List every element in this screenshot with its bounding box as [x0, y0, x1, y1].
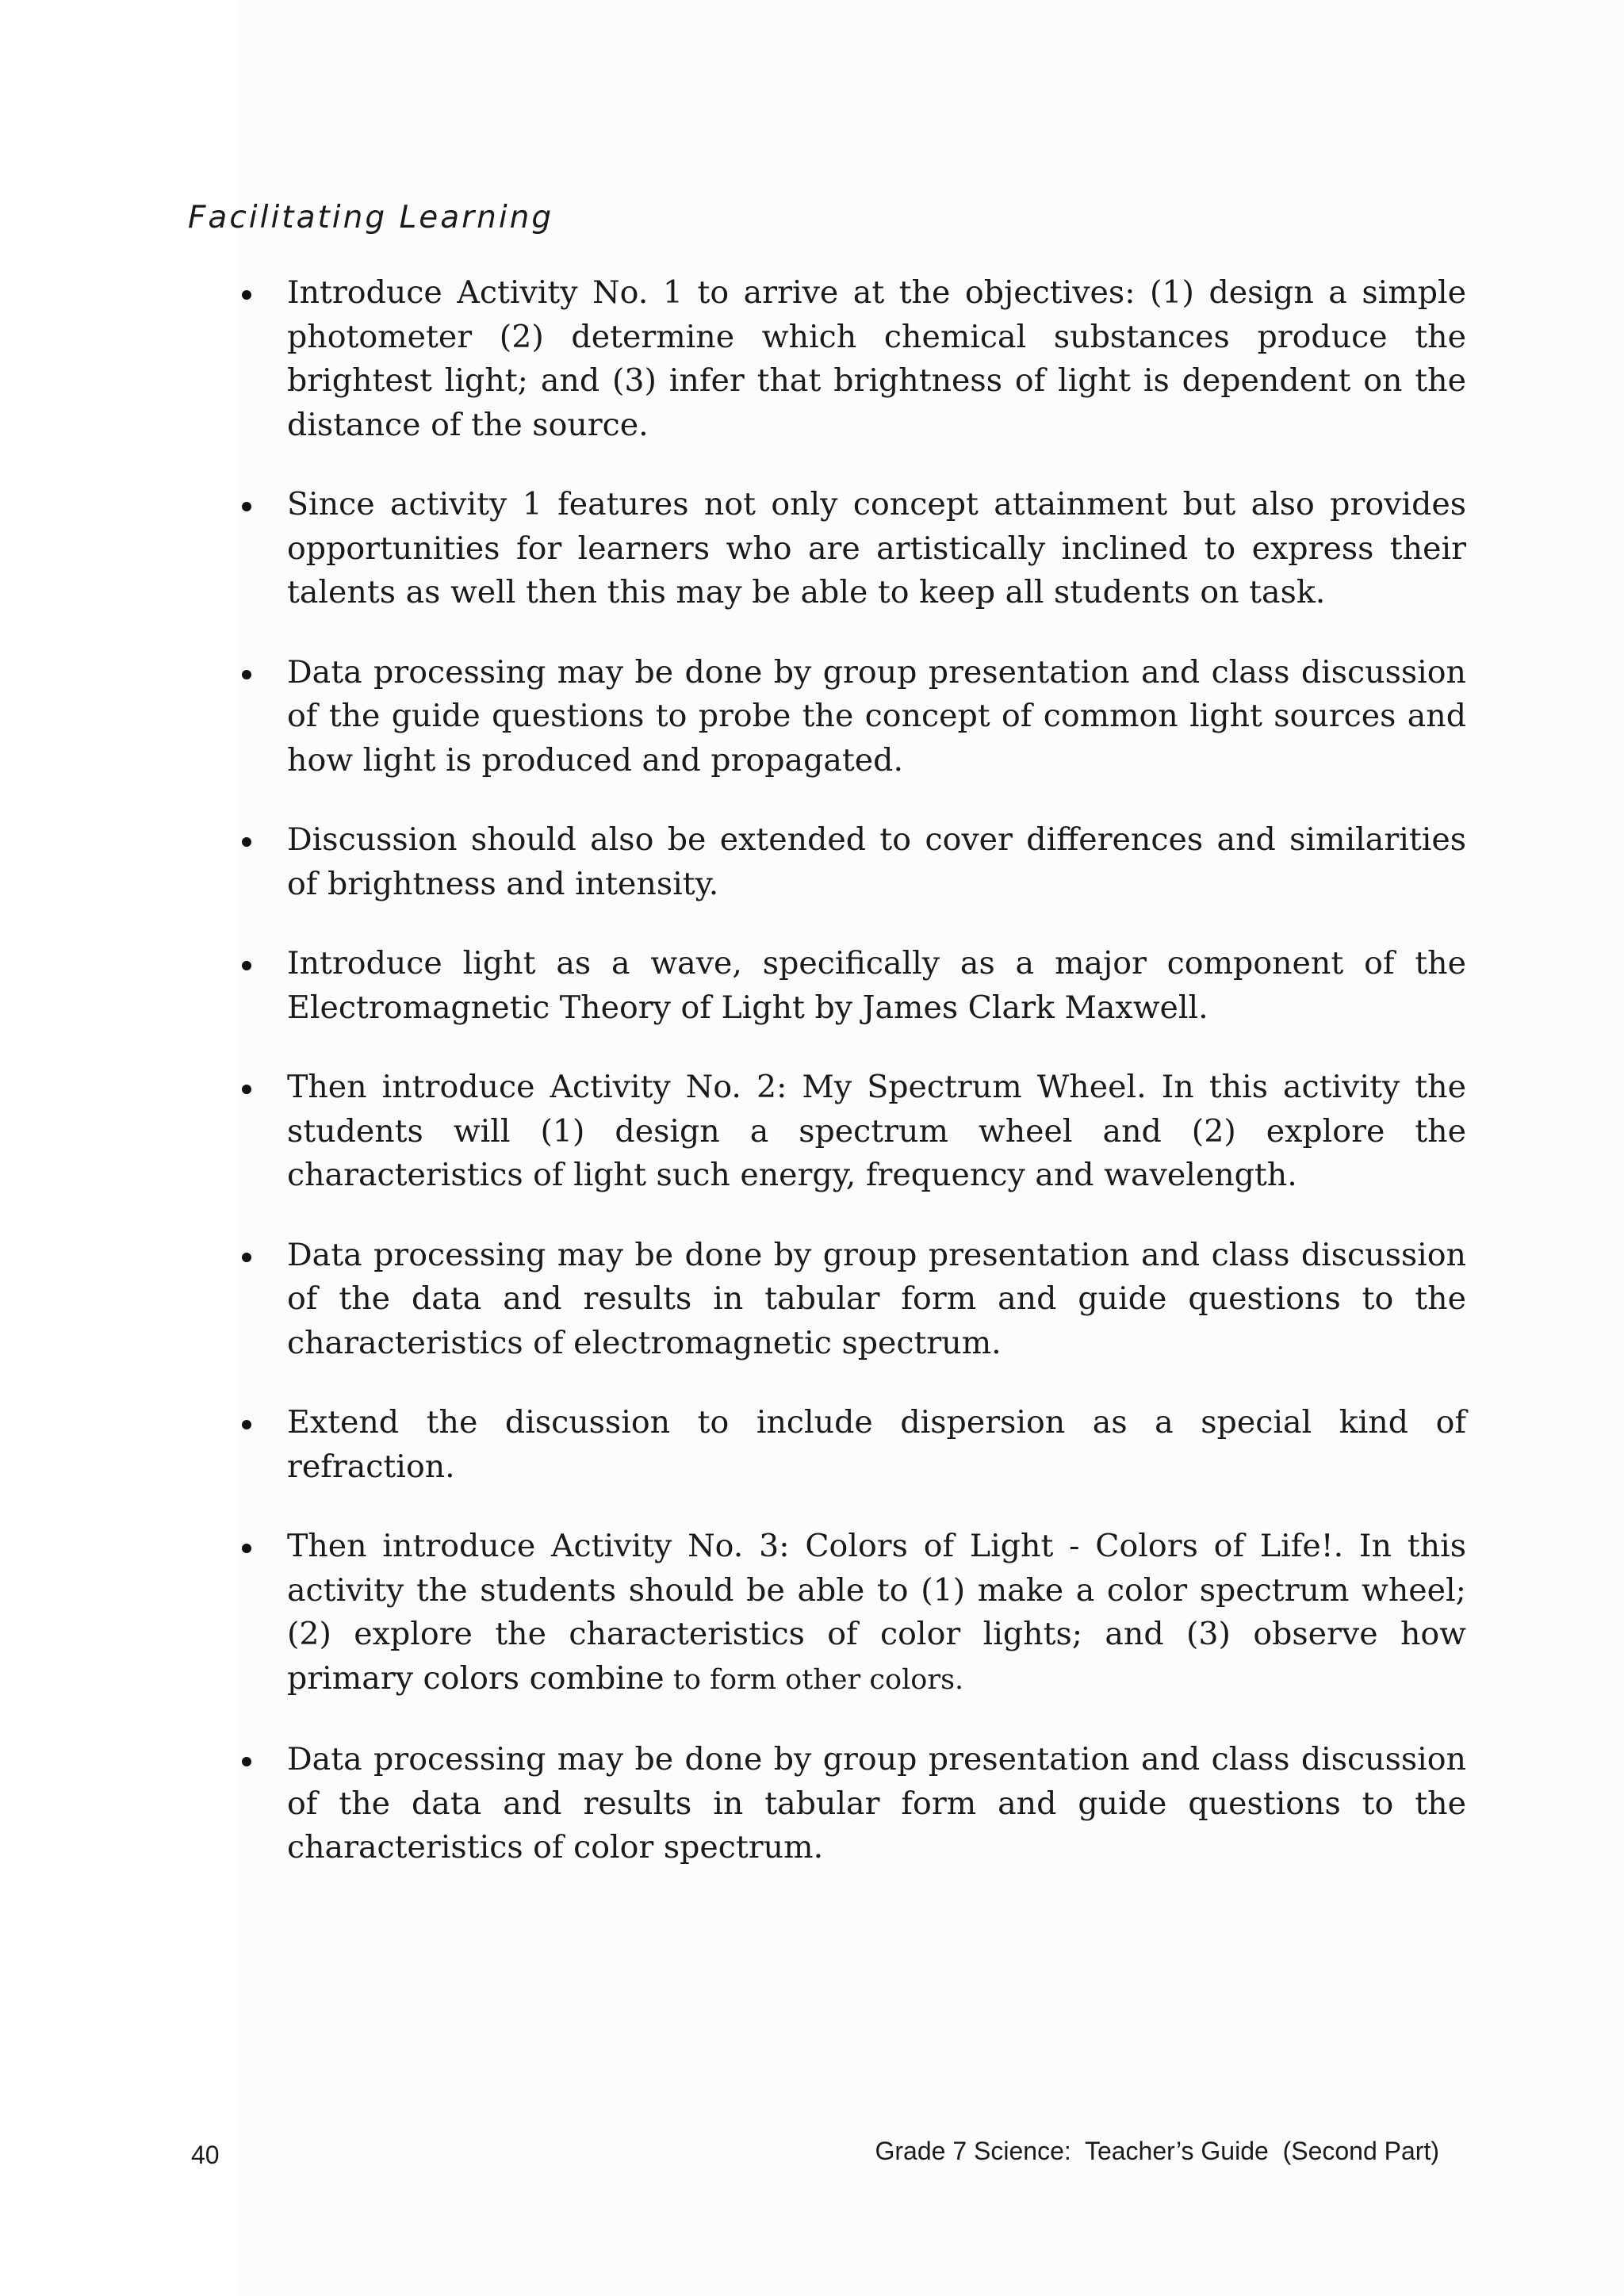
- page-number: 40: [191, 2141, 220, 2169]
- bullet-list: [239, 271, 1466, 1906]
- bullet-item: [239, 271, 1466, 447]
- bullet-text: Extend the discussion to include dispersion as a special kind of refraction.: [287, 1404, 1466, 1485]
- bullet-text: Data processing may be done by group presentation and class discussion of the data and results in tabular form and guide questions to the characteristics of color spectrum.: [287, 1741, 1466, 1866]
- bullet-item: [239, 942, 1466, 1030]
- bullet-item: [239, 818, 1466, 906]
- bullet-item: [239, 1525, 1466, 1702]
- bullet-text: Since activity 1 features not only concept attainment but also provides opportunities for learners who are artistically inclined to express their talents as well then this may be able to keep all students on task.: [287, 486, 1466, 610]
- bullet-text: Then introduce Activity No. 2: My Spectrum Wheel. In this activity the students will (1) design a spectrum wheel and (2) explore the characteristics of light such energy, frequency and wavelength.: [287, 1069, 1466, 1193]
- bullet-text: Data processing may be done by group presentation and class discussion of the guide questions to probe the concept of common light sources and how light is produced and propagated.: [287, 653, 1466, 779]
- bullet-text: Introduce Activity No. 1 to arrive at the objectives: (1) design a simple photometer (2) determine which chemical substances produce the brightest light; and (3) infer that brightness of light is dependent on the distance of the source.: [287, 274, 1466, 443]
- bullet-text: Then introduce Activity No. 3: Colors of Light - Colors of Life!. In this activity the students should be able to (1) make a color spectrum wheel; (2) explore the characteristics of color lights; and (3) observe how primary colors combine: [287, 1528, 1466, 1697]
- bullet-text: Data processing may be done by group presentation and class discussion of the data and results in tabular form and guide questions to the characteristics of electromagnetic spectrum.: [287, 1236, 1466, 1361]
- bullet-text: Introduce light as a wave, specifically as a major component of the Electromagnetic Theory of Light by James Clark Maxwell.: [287, 945, 1466, 1026]
- bullet-text-tail: to form other colors.: [664, 1663, 964, 1696]
- bullet-item: [239, 651, 1466, 783]
- bullet-item: [239, 1066, 1466, 1198]
- bullet-item: [239, 483, 1466, 615]
- bullet-item: [239, 1738, 1466, 1870]
- footer-title: Grade 7 Science: Teacher’s Guide (Second Part): [875, 2137, 1439, 2165]
- bullet-text: Discussion should also be extended to cover differences and similarities of brightness and intensity.: [287, 821, 1466, 902]
- section-heading: Facilitating Learning: [188, 200, 554, 235]
- bullet-item: [239, 1401, 1466, 1489]
- bullet-item: [239, 1234, 1466, 1366]
